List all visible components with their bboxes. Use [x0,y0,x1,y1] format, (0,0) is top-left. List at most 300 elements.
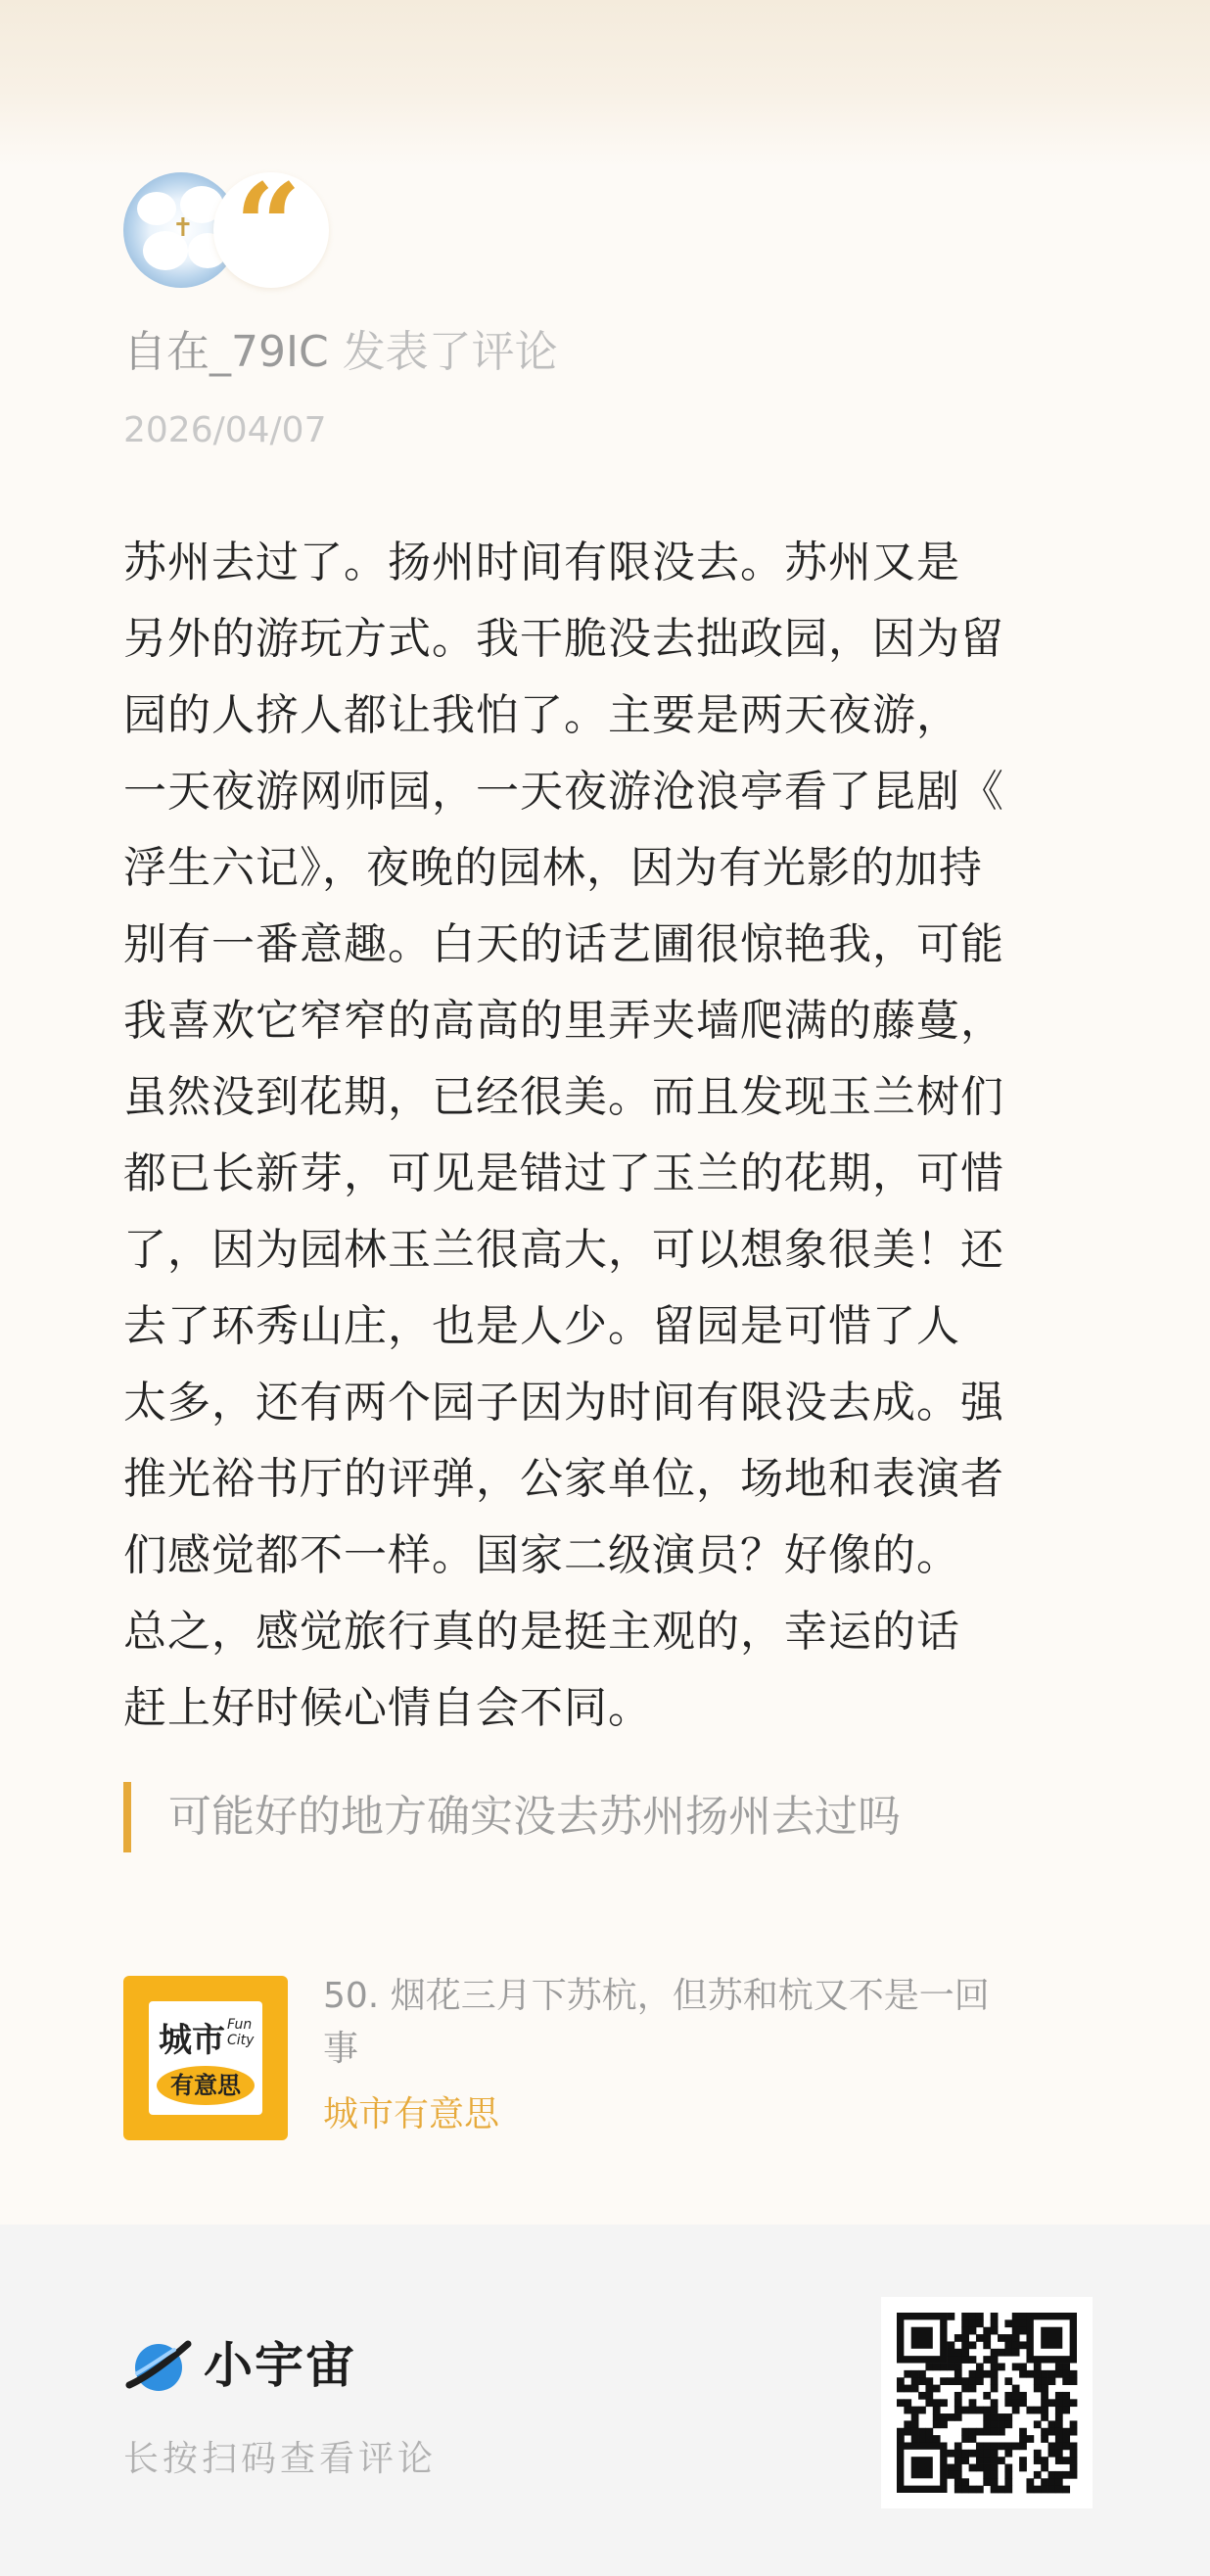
avatar-petal [137,192,176,225]
qr-module [940,2413,948,2421]
qr-module [1034,2377,1042,2385]
qr-module [1012,2407,1020,2414]
qr-module [983,2356,991,2364]
qr-module [948,2377,955,2385]
qr-module [969,2407,977,2414]
qr-module [983,2341,991,2349]
qr-module [1062,2392,1070,2400]
qr-module [998,2349,1005,2357]
qr-module [969,2327,977,2335]
qr-module [961,2428,969,2436]
author-name[interactable]: 自在_79IC [123,327,329,377]
qr-module [948,2464,955,2472]
qr-module [991,2442,999,2450]
qr-module [983,2457,991,2464]
brand-name: 小宇宙 [204,2337,356,2394]
qr-module [969,2399,977,2407]
qr-module [983,2327,991,2335]
qr-module [998,2413,1005,2421]
planet-logo-icon [123,2334,194,2397]
qr-module [976,2464,984,2472]
qr-module [1012,2313,1020,2320]
comment-line: 一天夜游网师园，一天夜游沧浪亭看了昆剧《 [123,767,1004,817]
qr-module [961,2407,969,2414]
cover-title-en-line1: Fun [227,2017,253,2033]
qr-module [904,2370,911,2378]
qr-module [911,2370,919,2378]
qr-module [1055,2486,1063,2494]
qr-module [1004,2471,1012,2479]
qr-module [1004,2319,1012,2327]
qr-module [991,2471,999,2479]
qr-module [1055,2364,1063,2371]
qr-module [940,2399,948,2407]
qr-module [1004,2413,1012,2421]
qr-module [991,2450,999,2458]
comment-line: 去了环秀山庄，也是人少。留园是可惜了人 [123,1301,960,1351]
qr-module [969,2313,977,2320]
qr-module [954,2349,962,2357]
qr-module [1034,2486,1042,2494]
qr-module [933,2399,941,2407]
qr-module [983,2478,991,2486]
quoted-reply[interactable]: 可能好的地方确实没去苏州扬州去过吗 [123,1782,901,1852]
qr-module [954,2392,962,2400]
qr-module [969,2435,977,2443]
qr-module [1070,2377,1078,2385]
qr-module [925,2399,933,2407]
comment-line: 虽然没到花期，已经很美。而且发现玉兰树们 [123,1072,1004,1122]
qr-module [925,2377,933,2385]
qr-module [948,2313,955,2320]
qr-module [991,2428,999,2436]
qr-module [1004,2420,1012,2428]
qr-module [983,2413,991,2421]
comment-line: 苏州去过了。扬州时间有限没去。苏州又是 [123,538,960,587]
qr-module [1055,2442,1063,2450]
qr-module [1019,2392,1027,2400]
qr-module [1048,2486,1056,2494]
qr-module [969,2341,977,2349]
cover-oval-label: 有意思 [157,2066,255,2105]
qr-module [948,2341,955,2349]
qr-module [1004,2464,1012,2472]
quote-badge [213,158,329,294]
qr-module [954,2413,962,2421]
qr-module [954,2478,962,2486]
comment-line: 另外的游玩方式。我干脆没去拙政园，因为留 [123,614,1004,664]
qr-module [933,2407,941,2414]
qr-module [1048,2377,1056,2385]
qr-module [954,2442,962,2450]
qr-module [1048,2420,1056,2428]
qr-module [954,2399,962,2407]
qr-module [1055,2457,1063,2464]
qr-module [998,2420,1005,2428]
qr-module [904,2385,911,2393]
qr-module [1062,2471,1070,2479]
qr-module [1034,2450,1042,2458]
qr-module [911,2385,919,2393]
qr-module [969,2377,977,2385]
qr-module [983,2370,991,2378]
qr-module [918,2407,926,2414]
qr-module [976,2334,984,2342]
qr-module [998,2364,1005,2371]
qr-module [991,2385,999,2393]
qr-module [1055,2392,1063,2400]
qr-module [991,2407,999,2414]
qr-module [1041,2435,1048,2443]
qr-module [976,2313,984,2320]
qr-module [991,2313,999,2320]
qr-module [933,2364,941,2371]
qr-module [925,2435,933,2443]
author-action: 发表了评论 [342,327,558,377]
episode-title[interactable]: 50. 烟花三月下苏杭，但苏和杭又不是一回事 [323,1976,990,2069]
qr-module [1048,2428,1056,2436]
qr-module [976,2364,984,2371]
qr-module [983,2442,991,2450]
qr-module [954,2471,962,2479]
qr-module [991,2464,999,2472]
qr-module [918,2392,926,2400]
qr-module [1012,2392,1020,2400]
qr-module [976,2450,984,2458]
quote-icon: “ [235,158,302,294]
qr-module [918,2435,926,2443]
qr-module [991,2486,999,2494]
qr-module [911,2377,919,2385]
qr-module [911,2327,933,2349]
scan-hint: 长按扫码查看评论 [123,2439,438,2479]
qr-module [1062,2428,1070,2436]
qr-module [904,2428,911,2436]
qr-module [983,2464,991,2472]
qr-module [991,2478,999,2486]
qr-module [976,2486,984,2494]
qr-module [933,2420,941,2428]
qr-module [904,2407,911,2414]
qr-module [998,2428,1005,2436]
qr-module [991,2356,999,2364]
qr-module [1055,2478,1063,2486]
qr-module [1012,2327,1020,2335]
qr-module [961,2486,969,2494]
cover-title-en-line2: City [227,2033,255,2048]
qr-module [1012,2334,1020,2342]
qr-module [918,2370,926,2378]
qr-module [1041,2457,1048,2464]
qr-module [1070,2420,1078,2428]
qr-module [1041,2428,1048,2436]
qr-module [969,2464,977,2472]
qr-module [1055,2450,1063,2458]
qr-module [1070,2428,1078,2436]
qr-module [954,2457,962,2464]
qr-module [1012,2319,1020,2327]
qr-module [961,2313,969,2320]
qr-module [933,2435,941,2443]
qr-module [976,2319,984,2327]
cover-title-en [227,2017,254,2048]
qr-module [969,2486,977,2494]
qr-module [961,2478,969,2486]
qr-module [1048,2478,1056,2486]
qr-module [961,2341,969,2349]
qr-module [991,2420,999,2428]
podcast-name[interactable]: 城市有意思 [323,2094,500,2134]
qr-module [1019,2457,1027,2464]
comment-line: 别有一番意趣。白天的话艺圃很惊艳我，可能 [123,919,1004,969]
qr-module [983,2471,991,2479]
qr-module [1019,2341,1027,2349]
qr-module [1019,2327,1027,2335]
comment-line: 都已长新芽，可见是错过了玉兰的花期，可惜 [123,1148,1004,1198]
qr-module [1055,2407,1063,2414]
qr-module [961,2450,969,2458]
qr-module [954,2364,962,2371]
comment-line: 太多，还有两个园子因为时间有限没去成。强 [123,1378,1004,1428]
qr-module [961,2377,969,2385]
qr-module [998,2457,1005,2464]
qr-module [1026,2407,1034,2414]
qr-module [1034,2471,1042,2479]
avatar-mark-icon: ✝ [172,213,194,243]
qr-module [925,2385,933,2393]
qr-module [1048,2370,1056,2378]
qr-module [940,2377,948,2385]
qr-module [1062,2370,1070,2378]
footer [0,2225,1210,2576]
qr-module [991,2327,999,2335]
qr-module [998,2486,1005,2494]
qr-module [1048,2471,1056,2479]
qr-module [897,2377,905,2385]
qr-module [991,2457,999,2464]
qr-module [961,2349,969,2357]
qr-module [976,2370,984,2378]
qr-module [1019,2428,1027,2436]
qr-module [904,2420,911,2428]
qr-module [1041,2486,1048,2494]
qr-module [1055,2413,1063,2421]
comment-line: 浮生六记》，夜晚的园林，因为有光影的加持 [123,843,983,893]
qr-module [897,2435,905,2443]
qr-module [1062,2486,1070,2494]
qr-module [969,2319,977,2327]
qr-module [961,2327,969,2335]
qr-module [1070,2450,1078,2458]
qr-module [918,2428,926,2436]
qr-module [1048,2442,1056,2450]
qr-module [969,2356,977,2364]
qr-module [1004,2450,1012,2458]
qr-module [976,2377,984,2385]
qr-module [1062,2364,1070,2371]
qr-module [1062,2407,1070,2414]
qr-module [897,2399,905,2407]
podcast-cover[interactable] [123,1976,288,2140]
qr-module [1019,2313,1027,2320]
qr-module [976,2407,984,2414]
qr-module [991,2413,999,2421]
qr-module [1004,2334,1012,2342]
qr-module [948,2450,955,2458]
qr-module [1062,2399,1070,2407]
qr-module [911,2420,919,2428]
qr-module [948,2356,955,2364]
qr-module [1034,2420,1042,2428]
qr-module [1026,2478,1034,2486]
qr-module [933,2385,941,2393]
qr-module [954,2450,962,2458]
qr-module [904,2399,911,2407]
qr-module [991,2364,999,2371]
qr-module [911,2428,919,2436]
qr-module [1019,2364,1027,2371]
comment-line: 园的人挤人都让我怕了。主要是两天夜游， [123,690,960,740]
comment-line: 了，因为园林玉兰很高大，可以想象很美！还 [123,1225,1004,1275]
qr-module [1004,2377,1012,2385]
qr-module [1055,2471,1063,2479]
qr-module [983,2334,991,2342]
qr-module [969,2370,977,2378]
qr-module [1019,2435,1027,2443]
qr-module [954,2334,962,2342]
qr-module [1026,2486,1034,2494]
qr-module [1034,2385,1042,2393]
qr-module [940,2420,948,2428]
qr-module [961,2319,969,2327]
qr-module [1062,2457,1070,2464]
qr-module [961,2334,969,2342]
qr-module [969,2450,977,2458]
qr-module [954,2370,962,2378]
qr-module [911,2407,919,2414]
qr-module [1041,2407,1048,2414]
qr-module [998,2334,1005,2342]
comment-line: 我喜欢它窄窄的高高的里弄夹墙爬满的藤蔓， [123,996,1004,1046]
qr-module [948,2364,955,2371]
qr-module [1070,2370,1078,2378]
qr-module [1070,2442,1078,2450]
comment-line: 总之，感觉旅行真的是挺主观的，幸运的话 [123,1607,960,1657]
qr-module [1034,2364,1042,2371]
qr-module [1041,2385,1048,2393]
qr-module [991,2370,999,2378]
qr-module [1041,2464,1048,2472]
comment-line: 推光裕书厅的评弹，公家单位，场地和表演者 [123,1454,1004,1504]
qr-module [1004,2478,1012,2486]
qr-module [1041,2327,1062,2349]
qr-module [1048,2399,1056,2407]
qr-module [1041,2370,1048,2378]
qr-module [961,2385,969,2393]
qr-module [1062,2377,1070,2385]
podcast-cover-inner [149,2001,262,2115]
qr-module [918,2377,926,2385]
qr-module [1004,2486,1012,2494]
qr-module [991,2349,999,2357]
comment-line: 赶上好时候心情自会不同。 [123,1683,652,1733]
qr-module [925,2392,933,2400]
qr-module [925,2428,933,2436]
qr-module [1012,2341,1020,2349]
qr-module [976,2442,984,2450]
qr-module [1055,2399,1063,2407]
cover-title-cn: 城市 [159,2021,225,2060]
qr-module [998,2442,1005,2450]
qr-module [1019,2442,1027,2450]
comment-text [123,525,1063,1747]
qr-module [983,2420,991,2428]
qr-module [1004,2399,1012,2407]
qr-module [983,2450,991,2458]
qr-module [911,2457,933,2478]
qr-module [954,2356,962,2364]
qr-module [961,2457,969,2464]
qr-module [1019,2399,1027,2407]
qr-module [1012,2364,1020,2371]
qr-module [976,2457,984,2464]
qr-module [1070,2457,1078,2464]
qr-module [1012,2442,1020,2450]
qr-module [961,2356,969,2364]
qr-module [983,2392,991,2400]
qr-module [1004,2349,1012,2357]
author-line [123,321,558,384]
qr-module [983,2407,991,2414]
qr-module [1041,2377,1048,2385]
qr-module [1070,2399,1078,2407]
qr-module [954,2464,962,2472]
qr-module [1041,2478,1048,2486]
qr-module [1004,2442,1012,2450]
qr-module [948,2471,955,2479]
qr-module [1004,2392,1012,2400]
qr-module [1012,2399,1020,2407]
qr-module [1026,2370,1034,2378]
qr-module [1004,2341,1012,2349]
qr-module [897,2428,905,2436]
qr-module [1055,2428,1063,2436]
qr-module [1034,2370,1042,2378]
qr-module [1012,2349,1020,2357]
qr-module [1034,2407,1042,2414]
qr-module [969,2385,977,2393]
qr-module [933,2413,941,2421]
qr-module [969,2428,977,2436]
qr-code[interactable] [881,2297,1093,2508]
qr-module [1070,2464,1078,2472]
qr-module [940,2364,948,2371]
qr-module [954,2407,962,2414]
qr-module [954,2377,962,2385]
qr-module [983,2428,991,2436]
qr-module [961,2435,969,2443]
qr-module [1055,2370,1063,2378]
qr-module [1019,2319,1027,2327]
qr-module [1019,2464,1027,2472]
qr-module [897,2385,905,2393]
qr-module [925,2364,933,2371]
qr-module [948,2349,955,2357]
qr-module [911,2413,919,2421]
qr-module [1062,2435,1070,2443]
qr-module [1034,2457,1042,2464]
qr-module [948,2413,955,2421]
